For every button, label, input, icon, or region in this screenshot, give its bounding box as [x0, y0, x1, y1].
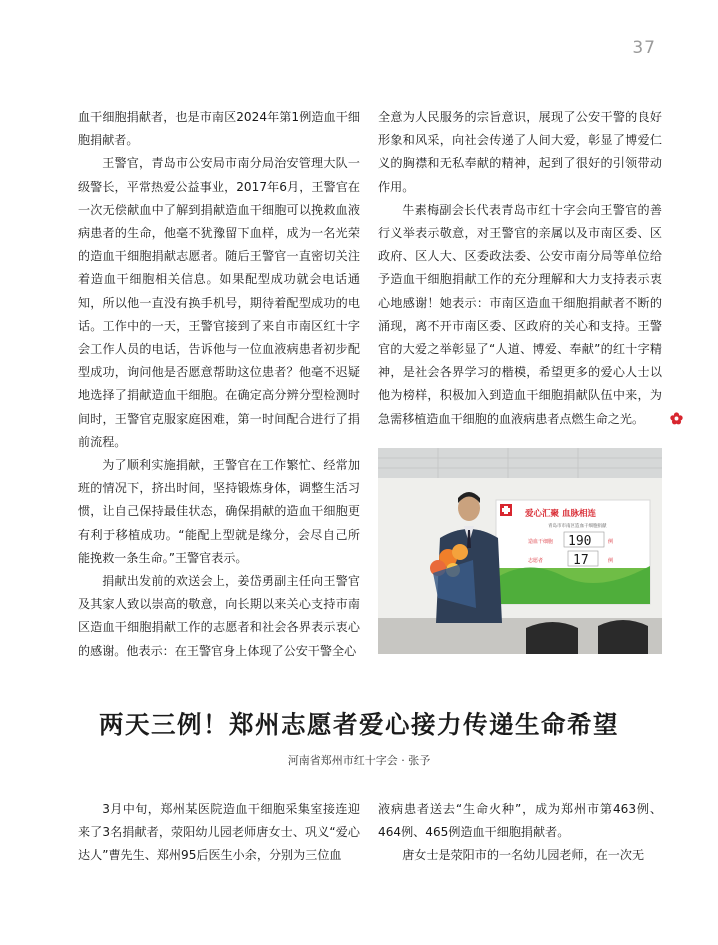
paragraph: 3月中旬，郑州某医院造血干细胞采集室接连迎来了3名捐献者，荥阳幼儿园老师唐女士、巩义“爱心达人”曹先生、郑州95后医生小余，分别为三位血: [78, 802, 360, 863]
paragraph: 为了顺利实施捐献，王警官在工作繁忙、经常加班的情况下，挤出时间，坚持锻炼身体，调整生活习惯，让自己保持最佳状态，确保捐献的造血干细胞更有利于移植成功。“能配上型就是缘分，会尽自己所能挽救一条生命。”王警官表示。: [78, 458, 360, 565]
board-row1-unit: 例: [608, 539, 614, 545]
bottom-right-column: [378, 798, 662, 868]
page-number: 37: [632, 38, 656, 58]
top-right-column: [378, 106, 662, 431]
paragraph: 捐献出发前的欢送会上，姜岱勇副主任向王警官及其家人致以崇高的敬意，向长期以来关心支持市南区造血干细胞捐献工作的志愿者和社会各界表示衷心的感谢。他表示：在王警官身上体现了公安干警全心: [78, 574, 360, 658]
article-byline: 河南省郑州市红十字会 · 张予: [287, 754, 431, 767]
paragraph-with-end-mark: [378, 199, 662, 431]
board-row2-unit: 例: [608, 558, 614, 564]
paragraph: 王警官，青岛市公安局市南分局治安管理大队一级警长，平常热爱公益事业，2017年6月，王警官在一次无偿献血中了解到捐献造血干细胞可以挽救血液病患者的生命，他毫不犹豫留下血样，成为一名光荣的造血干细胞捐献志愿者。随后王警官一直密切关注着造血干细胞相关信息。如果配型成功就会电话通知，所以他一直没有换手机号，期待着配型成功的电话。工作中的一天，王警官接到了来自市南区红十字会工作人员的电话，告诉他与一位血液病患者初步配型成功，询问他是否愿意帮助这位患者？他毫不迟疑地选择了捐献造血干细胞。在确定高分辨分型检测时间时，王警官克服家庭困难，第一时间配合进行了捐前流程。: [78, 156, 360, 449]
red-cross-end-icon: [646, 410, 659, 423]
paragraph: 血干细胞捐献者，也是市南区2024年第1例造血干细胞捐献者。: [78, 110, 360, 148]
board-row1-label: 造血干细胞: [528, 539, 554, 545]
board-subtitle: 青岛市市南区造血干细胞捐献: [548, 524, 607, 529]
board-row1-number: 190: [568, 534, 592, 549]
paragraph: 液病患者送去“生命火种”，成为郑州市第463例、464例、465例造血干细胞捐献者。: [378, 802, 662, 840]
article-title: 两天三例！郑州志愿者爱心接力传递生命希望: [99, 710, 619, 739]
paragraph: 全意为人民服务的宗旨意识，展现了公安干警的良好形象和风采，向社会传递了人间大爱，彰显了博爱仁义的胸襟和无私奉献的精神，起到了很好的引领带动作用。: [378, 110, 662, 194]
board-row2-label: 志愿者: [528, 558, 544, 564]
board-row2-number: 17: [573, 553, 589, 568]
paragraph-text: 牛素梅副会长代表青岛市红十字会向王警官的善行义举表示敬意，对王警官的亲属以及市南区委、区政府、区人大、区委政法委、公安市南分局等单位给予造血干细胞捐献工作的充分理解和大力支持表示衷心地感谢！她表示：市南区造血干细胞捐献者不断的涌现，离不开市南区委、区政府的关心和支持。王警官的大爱之举彰显了“人道、博爱、奉献”的红十字精神，是社会各界学习的楷模，希望更多的爱心人士以他为榜样，积极加入到造血干细胞捐献队伍中来，为急需移植造血干细胞的血液病患者点燃生命之光。: [378, 202, 662, 426]
paragraph: 唐女士是荥阳市的一名幼儿园老师，在一次无: [402, 848, 645, 863]
top-left-column: [78, 106, 360, 663]
bottom-left-column: [78, 798, 360, 868]
donor-photo: [378, 448, 662, 654]
photo-scene: [378, 448, 662, 654]
board-title: 爱心汇聚 血脉相连: [525, 509, 596, 519]
